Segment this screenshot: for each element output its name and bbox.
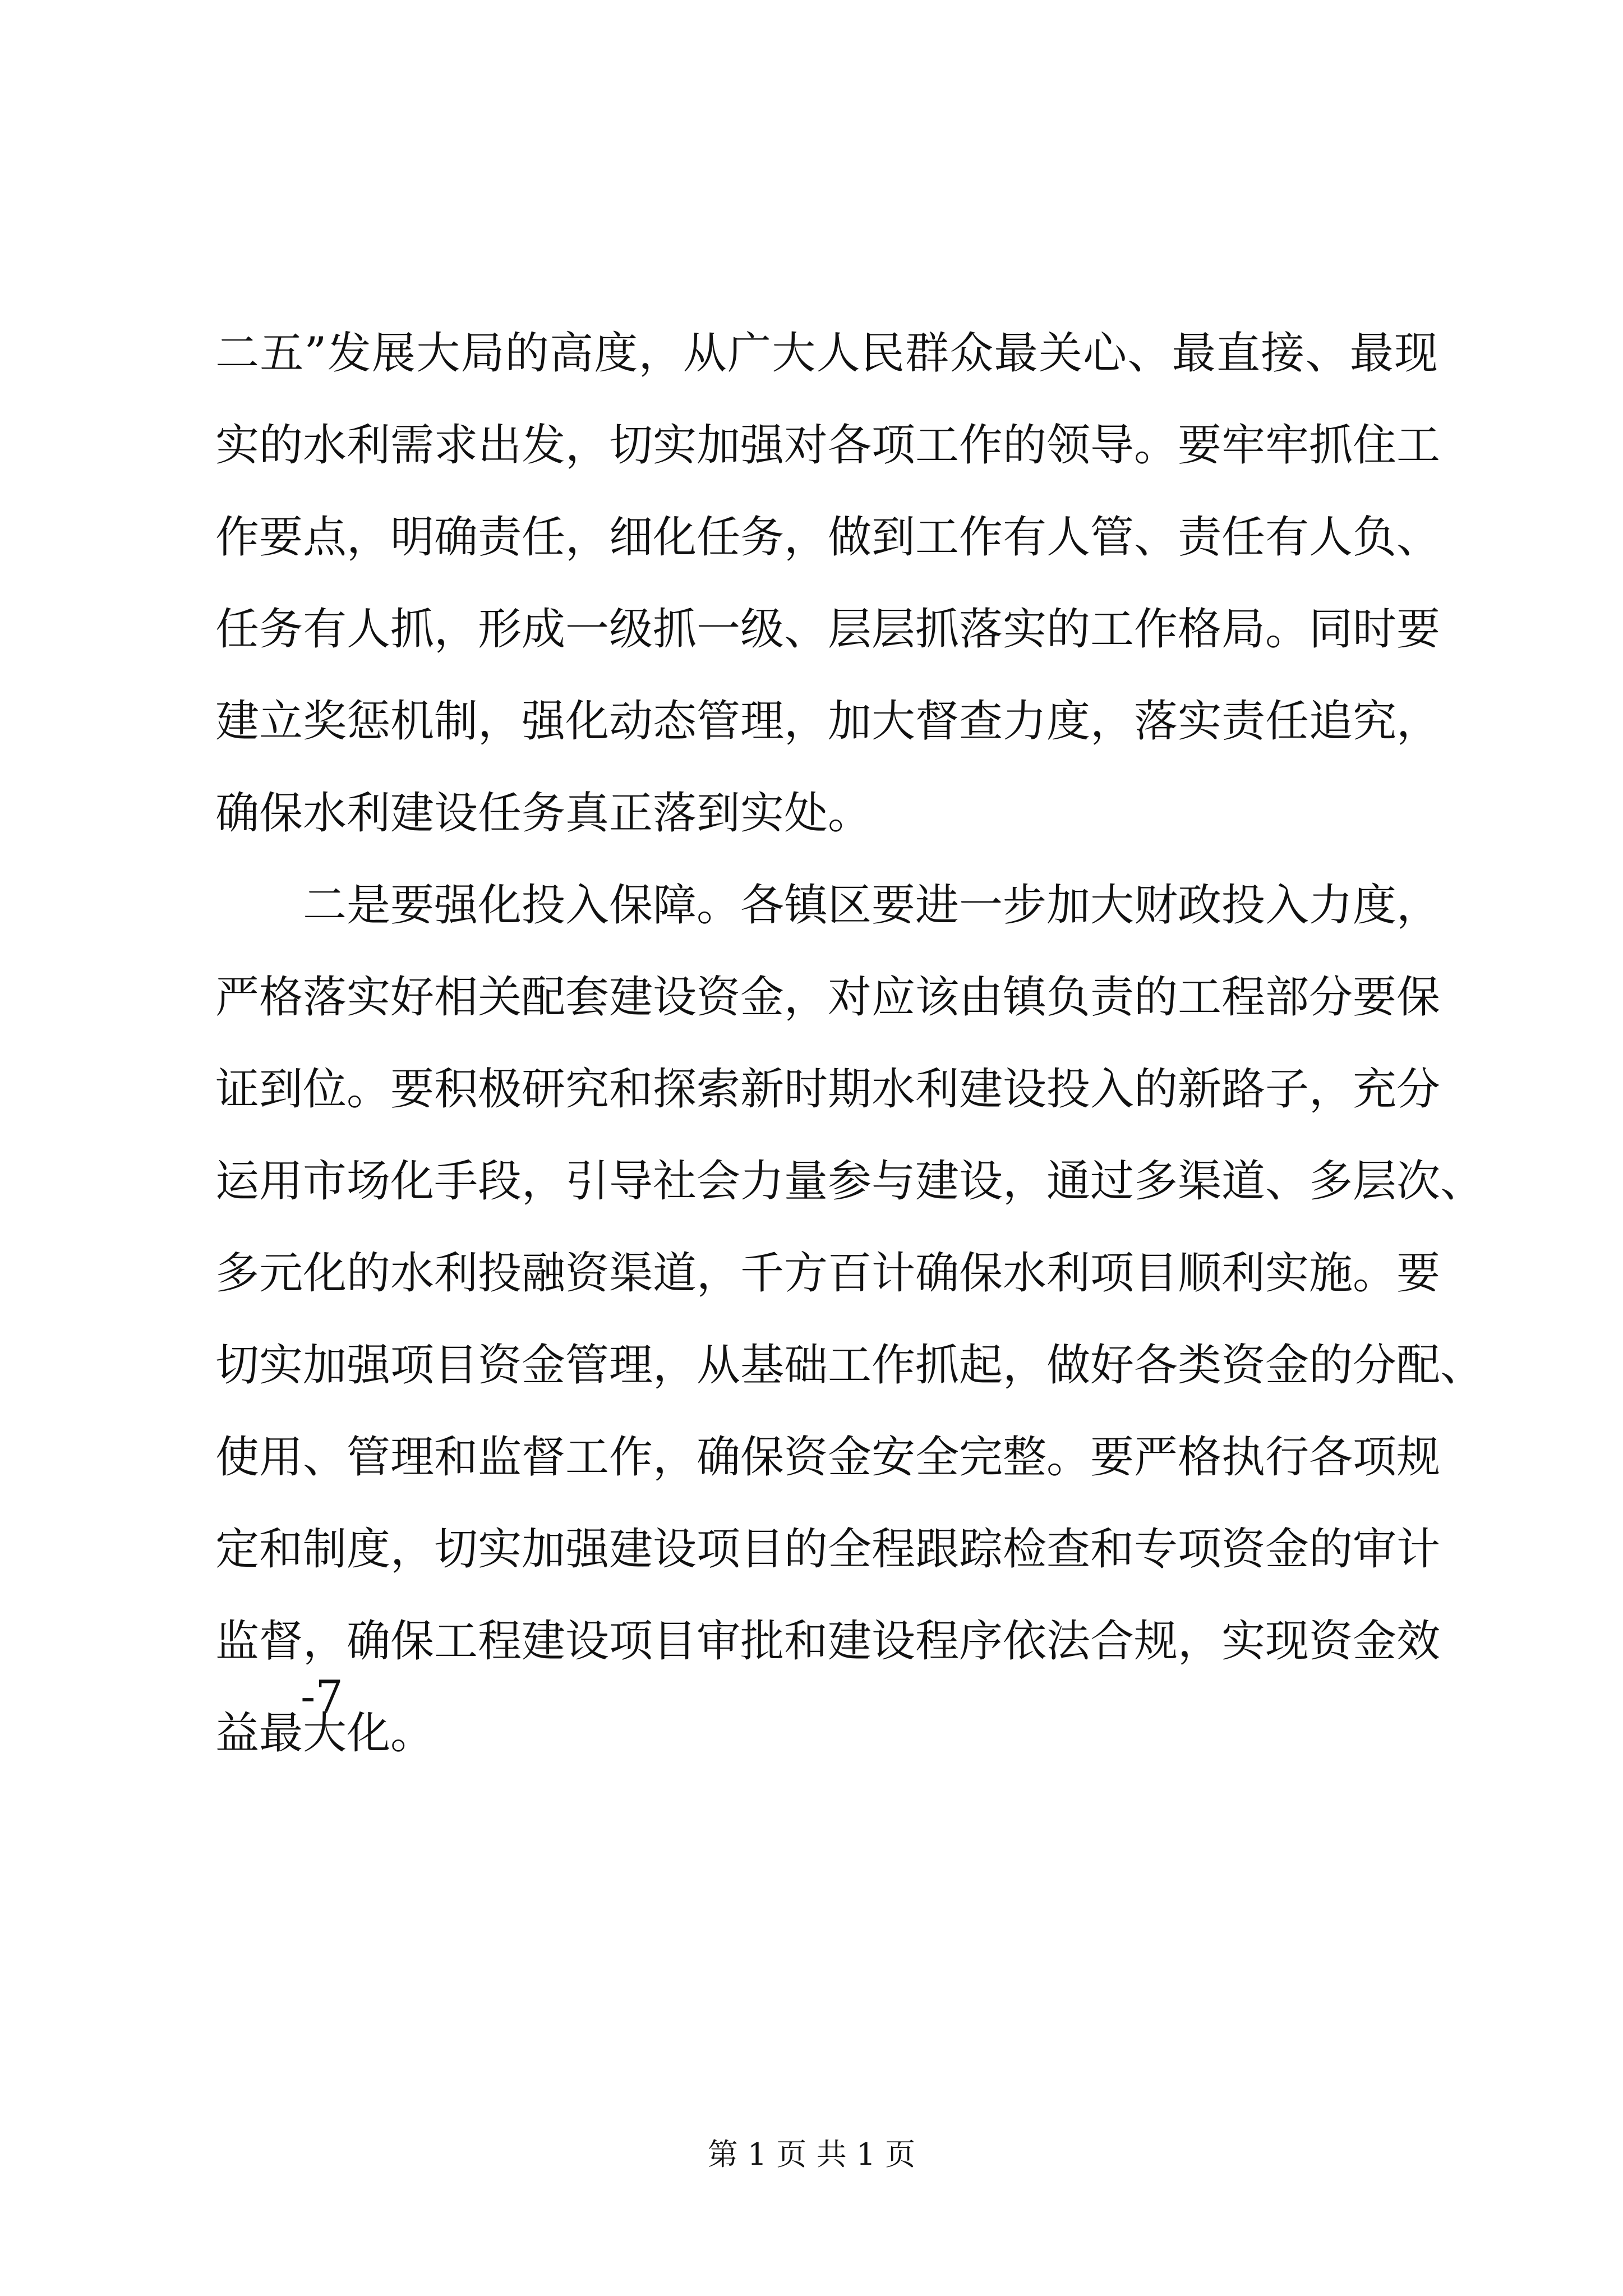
document-body [215,307,1484,1779]
paragraph-1-line-2: 实的水利需求出发，切实加强对各项工作的领导。要牢牢抓住工 [215,420,1441,471]
paragraph-1-line-4: 任务有人抓，形成一级抓一级、层层抓落实的工作格局。同时要 [215,604,1441,655]
paragraph-2-line-6: 切实加强项目资金管理，从基础工作抓起，做好各类资金的分配、 [215,1340,1484,1391]
paragraph-1-line-6: 确保水利建设任务真正落到实处。 [215,788,872,839]
paragraph-1-line-1: 二五”发展大局的高度，从广大人民群众最关心、最直接、最现 [215,328,1438,379]
paragraph-2-line-10: 益最大化。 [215,1708,435,1759]
paragraph-2-line-8: 定和制度，切实加强建设项目的全程跟踪检查和专项资金的审计 [215,1524,1441,1575]
paragraph-2-line-1: 二是要强化投入保障。各镇区要进一步加大财政投入力度， [303,880,1441,931]
page-number-marker: -7 [301,1672,343,1722]
paragraph-2-line-9: 监督，确保工程建设项目审批和建设程序依法合规，实现资金效 [215,1616,1441,1667]
paragraph-2-line-2: 严格落实好相关配套建设资金，对应该由镇负责的工程部分要保 [215,972,1441,1023]
paragraph-1 [215,307,1441,859]
paragraph-2 [215,859,1484,1779]
page-footer: 第 1 页 共 1 页 [707,2137,916,2172]
paragraph-2-line-4: 运用市场化手段，引导社会力量参与建设，通过多渠道、多层次、 [215,1156,1484,1207]
paragraph-1-line-3: 作要点，明确责任，细化任务，做到工作有人管、责任有人负、 [215,512,1441,563]
paragraph-1-line-5: 建立奖惩机制，强化动态管理，加大督查力度，落实责任追究， [215,696,1441,747]
paragraph-2-line-5: 多元化的水利投融资渠道，千方百计确保水利项目顺利实施。要 [215,1248,1441,1299]
paragraph-2-line-7: 使用、管理和监督工作，确保资金安全完整。要严格执行各项规 [215,1432,1441,1483]
paragraph-2-line-3: 证到位。要积极研究和探索新时期水利建设投入的新路子，充分 [215,1064,1441,1115]
